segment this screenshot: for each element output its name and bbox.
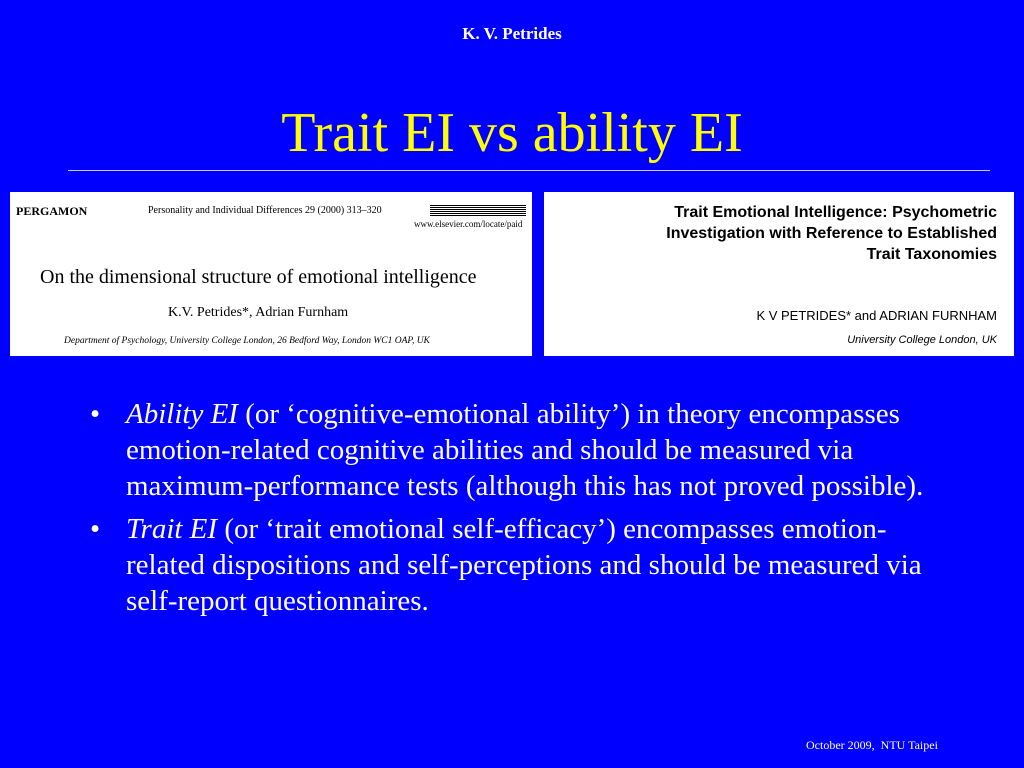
bullet-marker: • xyxy=(90,513,101,545)
paper-journal: Personality and Individual Differences 29 (2000) 313–320 xyxy=(148,205,382,216)
bullet-trait-ei xyxy=(90,511,930,619)
bullet-ability-ei xyxy=(90,396,930,504)
paper-title-line: Trait Emotional Intelligence: Psychometric xyxy=(674,204,997,221)
paper-authors: K.V. Petrides*, Adrian Furnham xyxy=(168,305,349,320)
slide-title: Trait EI vs ability EI xyxy=(281,102,743,164)
paper-affiliation: Department of Psychology, University College London, 26 Bedford Way, London WC1 OAP, UK xyxy=(64,336,430,346)
bullet-list xyxy=(90,396,930,626)
paper-affiliation: University College London, UK xyxy=(847,334,997,346)
bullet-term: Trait EI xyxy=(126,513,218,545)
publisher-barcode-graphic xyxy=(430,205,526,216)
paper-image-right xyxy=(544,192,1014,356)
bullet-marker: • xyxy=(90,398,101,430)
paper-publisher: PERGAMON xyxy=(16,204,88,218)
title-divider xyxy=(68,170,990,171)
footer-date-location: October 2009, NTU Taipei xyxy=(806,738,938,752)
author-header: K. V. Petrides xyxy=(462,24,562,43)
paper-title xyxy=(544,202,997,265)
paper-title: On the dimensional structure of emotional intelligence xyxy=(40,266,477,288)
paper-title-line: Investigation with Reference to Established xyxy=(666,225,997,242)
paper-title-line: Trait Taxonomies xyxy=(866,246,997,263)
paper-image-left xyxy=(10,192,532,356)
paper-url: www.elsevier.com/locate/paid xyxy=(414,219,523,229)
paper-authors: K V PETRIDES* and ADRIAN FURNHAM xyxy=(756,308,997,323)
bullet-text: (or ‘trait emotional self-efficacy’) encompasses emotion-related dispositions and self-perceptions and should be measured via self-report questionnaires. xyxy=(126,513,922,617)
bullet-text: (or ‘cognitive-emotional ability’) in theory encompasses emotion-related cognitive abilities and should be measured via maximum-performance tests (although this has not proved possible). xyxy=(126,398,924,502)
bullet-term: Ability EI xyxy=(126,398,238,430)
